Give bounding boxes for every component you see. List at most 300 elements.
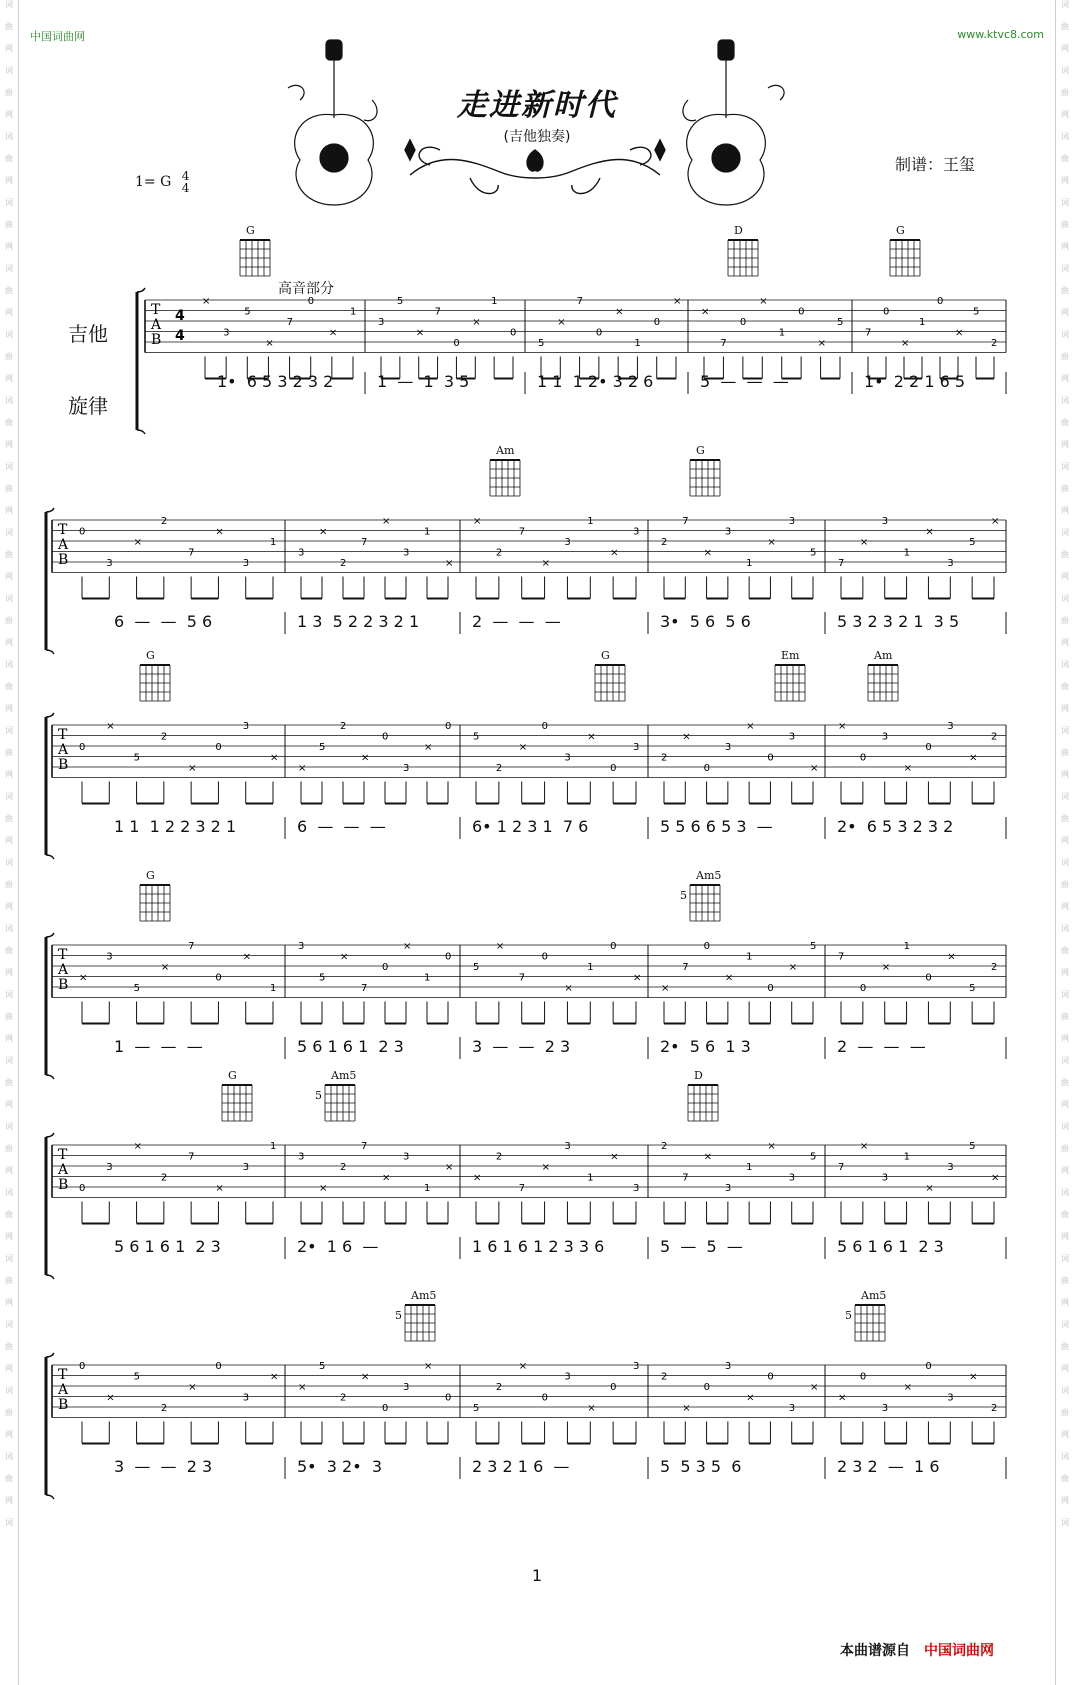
tab-note: 2 [495, 763, 503, 774]
tab-clef-letter: B [58, 757, 69, 773]
jianpu-measure: 1 — — — [114, 1037, 203, 1056]
tab-note: × [403, 941, 412, 952]
tab-note: × [319, 526, 328, 538]
tab-note: 3 [564, 1141, 571, 1152]
tab-note: 2 [991, 338, 998, 349]
tab-note: × [903, 1382, 912, 1393]
jianpu-measure: 5 6 1 6 1 2 3 [837, 1237, 944, 1256]
watermark-char: 词 [5, 1518, 13, 1527]
watermark-char: 词 [5, 0, 13, 9]
tab-note: × [473, 1172, 482, 1184]
tab-note: 2 [991, 962, 998, 973]
watermark-char: 词 [1061, 660, 1069, 669]
tab-clef-letter: T [58, 1147, 68, 1163]
tab-note: 7 [518, 1183, 526, 1194]
tab-note: 1 [634, 338, 641, 349]
tab-note: 3 [881, 1172, 889, 1184]
tab-note: 7 [838, 558, 845, 569]
jianpu-measure: 3 — — 2 3 [472, 1037, 571, 1056]
tab-note: × [79, 972, 88, 984]
chord-diagram [728, 240, 758, 276]
jianpu-measure: 5 6 1 6 1 2 3 [297, 1037, 404, 1056]
chord-name: G [146, 869, 155, 882]
watermark-char: 词 [5, 1452, 13, 1461]
tab-time-sig: 4 [175, 308, 185, 324]
tab-note: 0 [767, 1371, 774, 1383]
tab-note: × [445, 1162, 454, 1173]
tab-note: 0 [382, 731, 389, 743]
tab-note: 7 [865, 327, 872, 339]
jianpu-measure: 6• 1 2 3 1 7 6 [472, 817, 589, 836]
tab-note: × [767, 537, 776, 548]
watermark-char: 词 [1061, 1452, 1069, 1461]
tab-note: 3 [298, 1151, 305, 1163]
tab-note: 0 [925, 972, 932, 984]
watermark-char: 词 [1061, 264, 1069, 273]
chord-name: Am [496, 444, 515, 457]
watermark-char: 网 [1061, 440, 1069, 449]
watermark-char: 网 [5, 1166, 13, 1175]
tab-note: 2 [495, 1151, 503, 1163]
jianpu-measure: 2• 1 6 — [297, 1237, 379, 1256]
jianpu-measure: 5 6 1 6 1 2 3 [114, 1237, 221, 1256]
watermark-char: 网 [5, 374, 13, 383]
watermark-char: 网 [5, 308, 13, 317]
tab-note: 0 [541, 721, 548, 732]
jianpu-measure: 6 — — — [297, 817, 386, 836]
tab-note: × [242, 951, 252, 963]
tab-note: 2 [661, 752, 668, 764]
watermark-char: 词 [5, 726, 13, 735]
tab-note: 0 [79, 742, 86, 753]
watermark-char: 词 [5, 858, 13, 867]
tab-note: 7 [188, 547, 195, 559]
source-label: 本曲谱源自 [840, 1643, 910, 1659]
tab-note: 3 [947, 558, 954, 569]
tab-note: 3 [788, 1172, 796, 1184]
tab-note: 0 [798, 306, 805, 318]
tab-note: × [955, 327, 964, 339]
tab-note: 0 [215, 972, 222, 984]
chord-diagram [140, 665, 170, 701]
tab-note: 3 [106, 558, 113, 569]
watermark-char: 网 [1061, 1496, 1069, 1505]
watermark-char: 词 [5, 1254, 13, 1263]
tab-note: 0 [445, 1392, 452, 1404]
watermark-char: 曲 [5, 418, 13, 427]
watermark-char: 词 [1061, 990, 1069, 999]
tab-note: 2 [661, 537, 668, 548]
tab-note: 2 [661, 1371, 668, 1383]
watermark-char: 词 [1061, 462, 1069, 471]
tab-note: × [472, 317, 481, 328]
tab-note: 5 [133, 983, 140, 994]
tab-note: 0 [859, 1371, 867, 1383]
tab-note: × [340, 951, 349, 963]
watermark-char: 网 [5, 1034, 13, 1043]
tab-note: 7 [682, 962, 689, 973]
guitar-label: 吉他 [68, 322, 108, 346]
tab-note: × [746, 721, 755, 732]
tab-note: 1 [903, 1151, 910, 1163]
time-bottom: 4 [181, 181, 190, 195]
tab-note: 0 [382, 1403, 389, 1414]
tab-note: 0 [739, 317, 747, 328]
tab-note: 0 [215, 1361, 222, 1372]
tab-note: 5 [396, 296, 404, 307]
jianpu-measure: 1 1 1 2• 3 2 6 [537, 372, 654, 391]
high-part-label: 高音部分 [278, 281, 334, 297]
time-top: 4 [181, 169, 190, 183]
watermark-char: 曲 [1061, 1342, 1069, 1351]
watermark-char: 曲 [1061, 880, 1069, 889]
chord-diagram [690, 460, 720, 496]
tab-note: 7 [682, 516, 689, 527]
watermark-char: 词 [5, 1056, 13, 1065]
tab-note: 3 [403, 763, 410, 774]
jianpu-measure: 2 3 2 1 6 — [472, 1457, 570, 1476]
watermark-char: 曲 [5, 88, 13, 97]
tab-note: 7 [286, 317, 293, 328]
watermark-char: 曲 [5, 484, 13, 493]
jianpu-measure: 2• 5 6 1 3 [660, 1037, 751, 1056]
tab-note: 0 [767, 752, 774, 764]
tab-note: × [810, 763, 819, 774]
tab-note: × [415, 327, 425, 339]
tab-note: × [564, 983, 573, 994]
watermark-char: 网 [5, 1364, 13, 1373]
chord-name: G [696, 444, 705, 457]
tab-note: 0 [883, 306, 890, 318]
tab-note: 5 [133, 1371, 140, 1383]
tab-clef-letter: A [58, 962, 69, 978]
tab-note: 7 [518, 972, 526, 984]
watermark-char: 词 [1061, 858, 1069, 867]
tab-note: 7 [682, 1172, 689, 1184]
jianpu-measure: 2 — — — [472, 612, 561, 631]
tab-note: 5 [319, 742, 326, 753]
tab-note: 7 [576, 296, 583, 307]
tab-note: 5 [133, 752, 140, 764]
watermark-char: 网 [1061, 308, 1069, 317]
tab-note: × [817, 338, 826, 349]
tab-note: 5 [973, 306, 980, 318]
tab-note: 5 [244, 306, 251, 318]
tab-note: 0 [79, 1183, 86, 1194]
watermark-char: 曲 [5, 1276, 13, 1285]
tab-note: × [703, 1151, 712, 1163]
tab-note: × [445, 558, 454, 569]
tab-note: × [106, 721, 115, 732]
watermark-char: 网 [5, 176, 13, 185]
watermark-char: 词 [1061, 1254, 1069, 1263]
watermark-char: 词 [5, 1320, 13, 1329]
tab-note: × [759, 296, 768, 307]
chord-diagram [690, 885, 720, 921]
watermark-char: 网 [1061, 770, 1069, 779]
tab-note: × [633, 972, 642, 984]
tab-note: × [838, 1392, 847, 1404]
watermark-char: 词 [1061, 1122, 1069, 1131]
jianpu-measure: 1 1 1 2 2 3 2 1 [114, 817, 237, 836]
tab-note: × [767, 1141, 776, 1152]
tab-note: 1 [424, 972, 431, 984]
watermark-char: 曲 [1061, 748, 1069, 757]
tab-note: 3 [242, 558, 250, 569]
tab-note: 3 [106, 951, 113, 963]
chord-name: D [734, 224, 743, 237]
chord-name: G [246, 224, 255, 237]
watermark-char: 曲 [5, 946, 13, 955]
watermark-char: 曲 [5, 286, 13, 295]
source-site: 中国词曲网 [924, 1643, 994, 1659]
tab-clef-letter: T [58, 522, 68, 538]
tab-note: × [106, 1392, 115, 1404]
watermark-char: 网 [1061, 638, 1069, 647]
tab-note: 1 [270, 1141, 277, 1152]
tab-note: × [541, 1162, 550, 1173]
tab-note: 1 [587, 516, 594, 527]
tab-clef-letter: A [58, 1162, 69, 1178]
song-title: 走进新时代 [457, 88, 617, 123]
tab-note: × [215, 1183, 224, 1194]
tab-note: 3 [724, 1361, 732, 1372]
watermark-char: 网 [1061, 704, 1069, 713]
tab-note: 1 [903, 547, 910, 559]
watermark-char: 词 [1061, 330, 1069, 339]
tab-note: 7 [720, 338, 727, 349]
tab-note: 5 [319, 1361, 326, 1372]
chord-fret-number: 5 [395, 1309, 402, 1322]
tab-note: 7 [361, 1141, 368, 1152]
jianpu-measure: 1• 2 2 1 6 5 [864, 372, 966, 391]
chord-fret-number: 5 [845, 1309, 852, 1322]
tab-note: 1 [746, 1162, 753, 1173]
tab-note: × [298, 1382, 307, 1393]
tab-note: 2 [661, 1141, 668, 1152]
watermark-char: 曲 [1061, 286, 1069, 295]
tab-note: × [188, 763, 197, 774]
tab-note: 1 [746, 558, 753, 569]
chord-diagram [890, 240, 920, 276]
watermark-char: 网 [1061, 836, 1069, 845]
watermark-char: 词 [1061, 132, 1069, 141]
tab-note: 3 [724, 526, 732, 538]
tab-note: 3 [223, 327, 230, 339]
watermark-char: 曲 [1061, 616, 1069, 625]
watermark-char: 网 [1061, 1166, 1069, 1175]
tab-note: 5 [473, 962, 480, 973]
tab-note: 3 [564, 752, 571, 764]
jianpu-measure: 5• 3 2• 3 [297, 1457, 383, 1476]
tab-note: × [319, 1183, 328, 1194]
tab-note: × [746, 1392, 755, 1404]
watermark-char: 词 [1061, 726, 1069, 735]
chord-diagram [775, 665, 805, 701]
jianpu-measure: 1• 6 5 3 2 3 2 [217, 372, 334, 391]
tab-note: 2 [991, 1403, 998, 1414]
tab-note: × [202, 296, 211, 307]
watermark-char: 词 [1061, 0, 1069, 9]
tab-note: 1 [491, 296, 498, 307]
tab-note: 3 [881, 516, 889, 527]
tab-note: 0 [541, 1392, 548, 1404]
tab-note: 5 [810, 941, 817, 952]
tab-note: × [925, 526, 934, 538]
watermark-char: 曲 [1061, 1276, 1069, 1285]
jianpu-measure: 1 3 5 2 2 3 2 1 [297, 612, 420, 631]
watermark-char: 曲 [5, 682, 13, 691]
tab-note: 0 [610, 763, 617, 774]
watermark-char: 网 [5, 836, 13, 845]
page-number: 1 [531, 1566, 543, 1585]
watermark-char: 词 [5, 66, 13, 75]
tab-note: 7 [518, 526, 526, 538]
watermark-char: 网 [5, 1100, 13, 1109]
tab-note: × [557, 317, 566, 328]
tab-note: 1 [350, 306, 357, 318]
tab-note: 2 [340, 1162, 347, 1173]
chord-name: G [228, 1069, 237, 1082]
tab-clef-letter: B [151, 332, 162, 348]
watermark-char: 词 [5, 132, 13, 141]
tab-note: 3 [633, 1183, 640, 1194]
watermark-char: 网 [5, 638, 13, 647]
chord-diagram [140, 885, 170, 921]
watermark-char: 曲 [1061, 682, 1069, 691]
watermark-char: 词 [5, 1188, 13, 1197]
tab-note: 3 [881, 1403, 889, 1414]
watermark-char: 词 [1061, 1188, 1069, 1197]
tab-note: 2 [340, 1392, 347, 1404]
tab-note: × [270, 752, 279, 764]
tab-note: × [673, 296, 682, 307]
tab-note: × [298, 763, 307, 774]
tab-clef-letter: T [58, 727, 68, 743]
tab-note: 0 [510, 327, 517, 339]
arranger-credit: 制谱：王玺 [895, 155, 976, 174]
tab-note: 5 [969, 1141, 976, 1152]
tab-note: × [382, 1172, 391, 1184]
tab-note: 0 [595, 327, 603, 339]
chord-diagram [490, 460, 520, 496]
tab-note: 5 [810, 1151, 817, 1163]
tab-note: 0 [307, 296, 315, 307]
tab-note: 1 [587, 962, 594, 973]
watermark-char: 曲 [5, 1078, 13, 1087]
chord-name: Am5 [331, 1069, 357, 1082]
tab-note: × [265, 338, 274, 349]
tab-note: 1 [270, 537, 277, 548]
tab-note: 7 [361, 537, 368, 548]
tab-note: 3 [298, 941, 305, 952]
tab-note: 3 [403, 1151, 410, 1163]
watermark-char: 曲 [5, 1210, 13, 1219]
tab-clef-letter: B [58, 552, 69, 568]
chord-diagram [595, 665, 625, 701]
tab-note: × [518, 1361, 528, 1372]
watermark-char: 词 [5, 660, 13, 669]
watermark-char: 曲 [1061, 154, 1069, 163]
tab-note: × [925, 1183, 934, 1194]
watermark-char: 曲 [5, 1474, 13, 1483]
tab-note: 0 [925, 1361, 932, 1372]
tab-note: 3 [403, 1382, 410, 1393]
tab-note: × [859, 1141, 869, 1152]
watermark-char: 曲 [1061, 550, 1069, 559]
chord-diagram [868, 665, 898, 701]
watermark-char: 网 [5, 506, 13, 515]
tab-note: × [495, 941, 505, 952]
tab-note: 0 [937, 296, 944, 307]
tab-note: 7 [361, 983, 368, 994]
tab-note: × [587, 1403, 596, 1414]
tab-note: 3 [242, 1162, 250, 1173]
site-url-right: www.ktvc8.com [957, 28, 1044, 41]
tab-note: × [133, 1141, 142, 1152]
tab-note: × [424, 742, 433, 753]
tab-note: × [788, 962, 798, 973]
chord-diagram [405, 1305, 435, 1341]
watermark-char: 曲 [1061, 352, 1069, 361]
tab-note: 5 [538, 338, 545, 349]
watermark-char: 曲 [5, 880, 13, 889]
tab-note: × [610, 1151, 619, 1163]
jianpu-measure: 5 5 6 6 5 3 — [660, 817, 773, 836]
tab-note: 7 [838, 1162, 845, 1173]
tab-clef-letter: A [58, 1382, 69, 1398]
watermark-char: 曲 [5, 154, 13, 163]
tab-note: × [541, 558, 550, 569]
tab-note: 1 [919, 317, 926, 328]
watermark-char: 曲 [5, 352, 13, 361]
jianpu-measure: 1 6 1 6 1 2 3 3 6 [472, 1237, 605, 1256]
tab-note: × [947, 951, 956, 963]
tab-note: × [859, 537, 869, 548]
watermark-char: 词 [5, 396, 13, 405]
tab-note: × [587, 731, 596, 743]
key-label: 1= G [135, 174, 172, 190]
watermark-char: 网 [1061, 1364, 1069, 1373]
tab-note: 2 [495, 1382, 503, 1393]
tab-note: 0 [453, 338, 460, 349]
watermark-char: 网 [5, 1298, 13, 1307]
watermark-char: 网 [5, 572, 13, 581]
chord-diagram [222, 1085, 252, 1121]
tab-note: 0 [767, 983, 774, 994]
tab-note: 0 [859, 983, 867, 994]
watermark-char: 网 [5, 440, 13, 449]
tab-note: 3 [633, 526, 640, 538]
song-subtitle: (吉他独奏) [503, 129, 571, 145]
tab-note: 0 [653, 317, 661, 328]
tab-note: × [215, 526, 224, 538]
chord-name: G [146, 649, 155, 662]
tab-note: 7 [188, 941, 195, 952]
tab-note: 3 [298, 547, 305, 559]
jianpu-measure: 2 3 2 — 1 6 [837, 1457, 940, 1476]
jianpu-measure: 3• 5 6 5 6 [660, 612, 751, 631]
tab-note: 2 [160, 1172, 168, 1184]
watermark-char: 词 [1061, 66, 1069, 75]
chord-name: Am5 [411, 1289, 437, 1302]
tab-note: 5 [473, 1403, 480, 1414]
tab-note: 5 [837, 317, 844, 328]
tab-note: × [661, 983, 670, 994]
watermark-char: 网 [5, 968, 13, 977]
chord-name: Am [874, 649, 893, 662]
watermark-char: 曲 [5, 616, 13, 625]
